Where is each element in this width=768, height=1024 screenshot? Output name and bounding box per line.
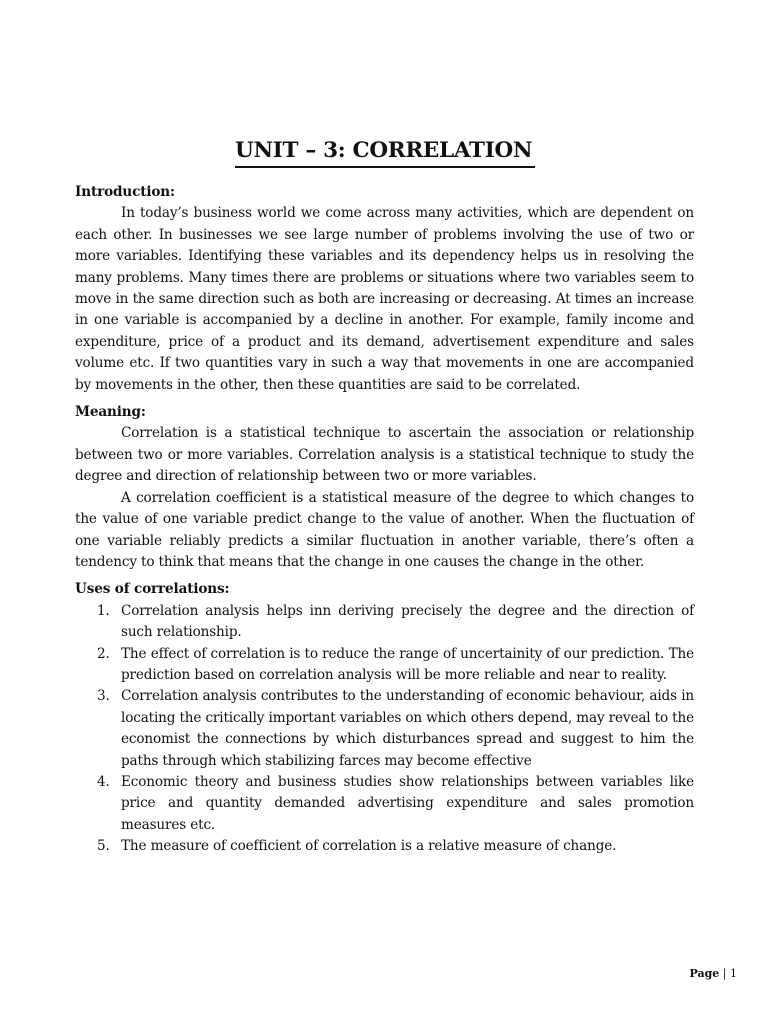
page-title: UNIT – 3: CORRELATION xyxy=(235,138,533,163)
list-item-text: Correlation analysis contributes to the understanding of economic behaviour, aids in locating the critically important variables on which others depend, may reveal to the economist the connections by which disturbances spread and suggest to him the paths through which stabilizing farces may become effective xyxy=(121,688,694,769)
list-item-text: Economic theory and business studies show relationships between variables like price and quantity demanded advertising expenditure and sales promotion measures etc. xyxy=(121,773,694,833)
list-item xyxy=(75,836,694,857)
list-number: 1. xyxy=(97,602,110,619)
uses-heading: Uses of correlations: xyxy=(75,581,230,598)
page-number: 1 xyxy=(730,967,737,980)
page-footer xyxy=(689,966,737,982)
list-number: 3. xyxy=(97,688,110,705)
list-number: 4. xyxy=(97,773,110,790)
introduction-paragraph: In today’s business world we come across many activities, which are dependent on each other. In businesses we see large number of problems involving the use of two or more variables. Identifying these variables and its dependency helps us in resolving the many problems. Many times there are problems or situations where two variables seem to move in the same direction such as both are increasing or decreasing. At times an increase in one variable is accompanied by a decline in another. For example, family income and expenditure, price of a product and its demand, advertisement expenditure and sales volume etc. If two quantities vary in such a way that movements in one are accompanied by movements in the other, then these quantities are said to be correlated. xyxy=(75,205,694,393)
page-label: Page xyxy=(689,967,720,980)
list-item-text: Correlation analysis helps inn deriving precisely the degree and the direction of such relationship. xyxy=(121,602,694,641)
meaning-paragraph: A correlation coefficient is a statistical measure of the degree to which changes to the value of one variable predict change to the value of another. When the fluctuation of one variable reliably predicts a similar fluctuation in another variable, there’s often a tendency to think that means that the change in one causes the change in the other. xyxy=(75,489,694,570)
meaning-paragraph: Correlation is a statistical technique to ascertain the association or relationship between two or more variables. Correlation analysis is a statistical technique to study the degree and direction of relationship between two or more variables. xyxy=(75,425,694,485)
list-number: 2. xyxy=(97,645,110,662)
list-item xyxy=(75,686,694,772)
list-item-text: The measure of coefficient of correlation is a relative measure of change. xyxy=(121,838,617,855)
list-item xyxy=(75,644,694,687)
page-separator: | xyxy=(722,967,727,980)
introduction-heading: Introduction: xyxy=(75,184,175,200)
uses-list xyxy=(75,601,694,858)
meaning-heading: Meaning: xyxy=(75,404,146,421)
list-item-text: The effect of correlation is to reduce the range of uncertainity of our prediction. The prediction based on correlation analysis will be more reliable and near to reality. xyxy=(121,645,694,683)
document-body xyxy=(75,182,694,858)
list-item xyxy=(75,601,694,644)
title-underline xyxy=(235,138,535,168)
list-number: 5. xyxy=(97,838,110,855)
list-item xyxy=(75,772,694,836)
